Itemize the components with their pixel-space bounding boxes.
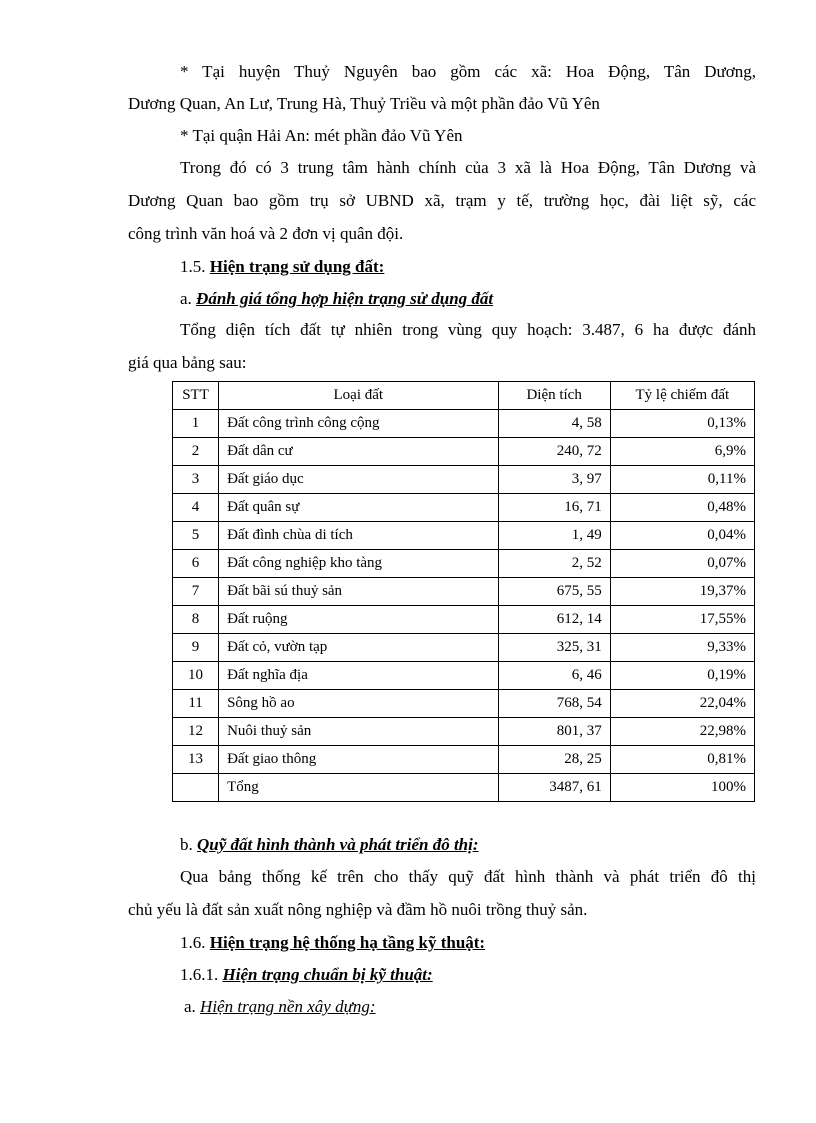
cell-land-type: Đất đình chùa di tích [219, 522, 498, 550]
cell-land-type: Đất bãi sú thuỷ sản [219, 578, 498, 606]
heading-1-5-number: 1.5. [180, 257, 206, 276]
cell-share: 0,07% [610, 550, 754, 578]
cell-stt: 12 [173, 718, 219, 746]
header-area: Diện tích [498, 382, 610, 410]
heading-1-6-1-title: Hiện trạng chuẩn bị kỹ thuật: [222, 965, 433, 984]
cell-land-type: Đất giao thông [219, 746, 498, 774]
cell-share: 22,04% [610, 690, 754, 718]
cell-area: 3, 97 [498, 466, 610, 494]
cell-area: 2, 52 [498, 550, 610, 578]
table-row [173, 774, 755, 802]
cell-area: 6, 46 [498, 662, 610, 690]
cell-land-type: Nuôi thuỷ sản [219, 718, 498, 746]
cell-area: 28, 25 [498, 746, 610, 774]
cell-stt: 11 [173, 690, 219, 718]
heading-sub-a-prefix: a. [184, 997, 196, 1016]
cell-share: 0,04% [610, 522, 754, 550]
cell-share: 0,48% [610, 494, 754, 522]
table-row [173, 634, 755, 662]
paragraph-admin-centers-line1: Trong đó có 3 trung tâm hành chính của 3 xã là Hoa Động, Tân Dương và [180, 158, 756, 177]
cell-stt: 13 [173, 746, 219, 774]
heading-1-6-title: Hiện trạng hệ thống hạ tầng kỹ thuật: [209, 933, 486, 952]
cell-stt: 8 [173, 606, 219, 634]
cell-land-type: Đất cỏ, vườn tạp [219, 634, 498, 662]
heading-a-assessment [180, 289, 493, 309]
heading-1-6-1 [180, 965, 433, 985]
heading-a-title: Đánh giá tổng hợp hiện trạng sử dụng đất [196, 289, 494, 308]
cell-land-type: Đất công nghiệp kho tàng [219, 550, 498, 578]
cell-land-type: Đất quân sự [219, 494, 498, 522]
cell-area: 612, 14 [498, 606, 610, 634]
header-stt: STT [173, 382, 219, 410]
cell-share: 0,13% [610, 410, 754, 438]
paragraph-admin-centers-line3: công trình văn hoá và 2 đơn vị quân đội. [128, 224, 404, 243]
heading-1-5 [180, 257, 384, 277]
header-land-type: Loại đất [219, 382, 498, 410]
cell-stt: 7 [173, 578, 219, 606]
cell-share: 100% [610, 774, 754, 802]
cell-area: 801, 37 [498, 718, 610, 746]
heading-1-6 [180, 933, 485, 953]
cell-area: 1, 49 [498, 522, 610, 550]
table-row [173, 438, 755, 466]
table-body [173, 410, 755, 802]
cell-share: 6,9% [610, 438, 754, 466]
cell-stt: 1 [173, 410, 219, 438]
cell-share: 0,11% [610, 466, 754, 494]
cell-land-type: Đất dân cư [219, 438, 498, 466]
cell-land-type: Tổng [219, 774, 498, 802]
table-row [173, 718, 755, 746]
paragraph-thuy-nguyen-line1: * Tại huyện Thuỷ Nguyên bao gồm các xã: Hoa Động, Tân Dương, [180, 62, 756, 81]
cell-land-type: Đất nghĩa địa [219, 662, 498, 690]
cell-area: 4, 58 [498, 410, 610, 438]
table-row [173, 494, 755, 522]
table-row [173, 522, 755, 550]
cell-area: 325, 31 [498, 634, 610, 662]
land-use-table [172, 381, 755, 802]
paragraph-hai-an: * Tại quận Hải An: mét phần đảo Vũ Yên [180, 126, 463, 145]
cell-share: 9,33% [610, 634, 754, 662]
cell-stt: 6 [173, 550, 219, 578]
cell-land-type: Đất công trình công cộng [219, 410, 498, 438]
heading-1-6-1-number: 1.6.1. [180, 965, 219, 984]
heading-a-prefix: a. [180, 289, 192, 308]
heading-sub-a [184, 997, 376, 1017]
heading-b-prefix: b. [180, 835, 193, 854]
paragraph-admin-centers-line2: Dương Quan bao gồm trụ sở UBND xã, trạm y tế, trường học, đài liệt sỹ, các [128, 191, 756, 210]
table-row [173, 466, 755, 494]
paragraph-total-area-line1: Tổng diện tích đất tự nhiên trong vùng quy hoạch: 3.487, 6 ha được đánh [180, 320, 756, 339]
cell-area: 768, 54 [498, 690, 610, 718]
cell-stt: 2 [173, 438, 219, 466]
cell-stt [173, 774, 219, 802]
table-row [173, 606, 755, 634]
cell-share: 17,55% [610, 606, 754, 634]
paragraph-land-fund-line1: Qua bảng thống kế trên cho thấy quỹ đất hình thành và phát triển đô thị [180, 867, 756, 886]
paragraph-total-area-line2: giá qua bảng sau: [128, 353, 247, 372]
heading-1-5-title: Hiện trạng sử dụng đất: [209, 257, 385, 276]
cell-stt: 10 [173, 662, 219, 690]
cell-area: 675, 55 [498, 578, 610, 606]
cell-land-type: Sông hồ ao [219, 690, 498, 718]
heading-sub-a-title: Hiện trạng nền xây dựng: [200, 997, 376, 1016]
cell-share: 19,37% [610, 578, 754, 606]
cell-area: 240, 72 [498, 438, 610, 466]
heading-b-title: Quỹ đất hình thành và phát triển đô thị: [197, 835, 479, 854]
table-row [173, 410, 755, 438]
cell-stt: 5 [173, 522, 219, 550]
cell-stt: 4 [173, 494, 219, 522]
table-row [173, 662, 755, 690]
heading-1-6-number: 1.6. [180, 933, 206, 952]
cell-stt: 9 [173, 634, 219, 662]
table-header-row [173, 382, 755, 410]
cell-area: 16, 71 [498, 494, 610, 522]
header-share: Tỷ lệ chiếm đất [610, 382, 754, 410]
paragraph-thuy-nguyen-line2: Dương Quan, An Lư, Trung Hà, Thuỷ Triều và một phần đảo Vũ Yên [128, 94, 600, 113]
table-row [173, 746, 755, 774]
cell-land-type: Đất giáo dục [219, 466, 498, 494]
cell-share: 22,98% [610, 718, 754, 746]
cell-stt: 3 [173, 466, 219, 494]
table-row [173, 550, 755, 578]
cell-land-type: Đất ruộng [219, 606, 498, 634]
paragraph-land-fund-line2: chủ yếu là đất sản xuất nông nghiệp và đầm hồ nuôi trồng thuỷ sản. [128, 900, 588, 919]
cell-share: 0,81% [610, 746, 754, 774]
table-row [173, 578, 755, 606]
cell-area: 3487, 61 [498, 774, 610, 802]
heading-b-land-fund [180, 835, 479, 855]
table-row [173, 690, 755, 718]
cell-share: 0,19% [610, 662, 754, 690]
